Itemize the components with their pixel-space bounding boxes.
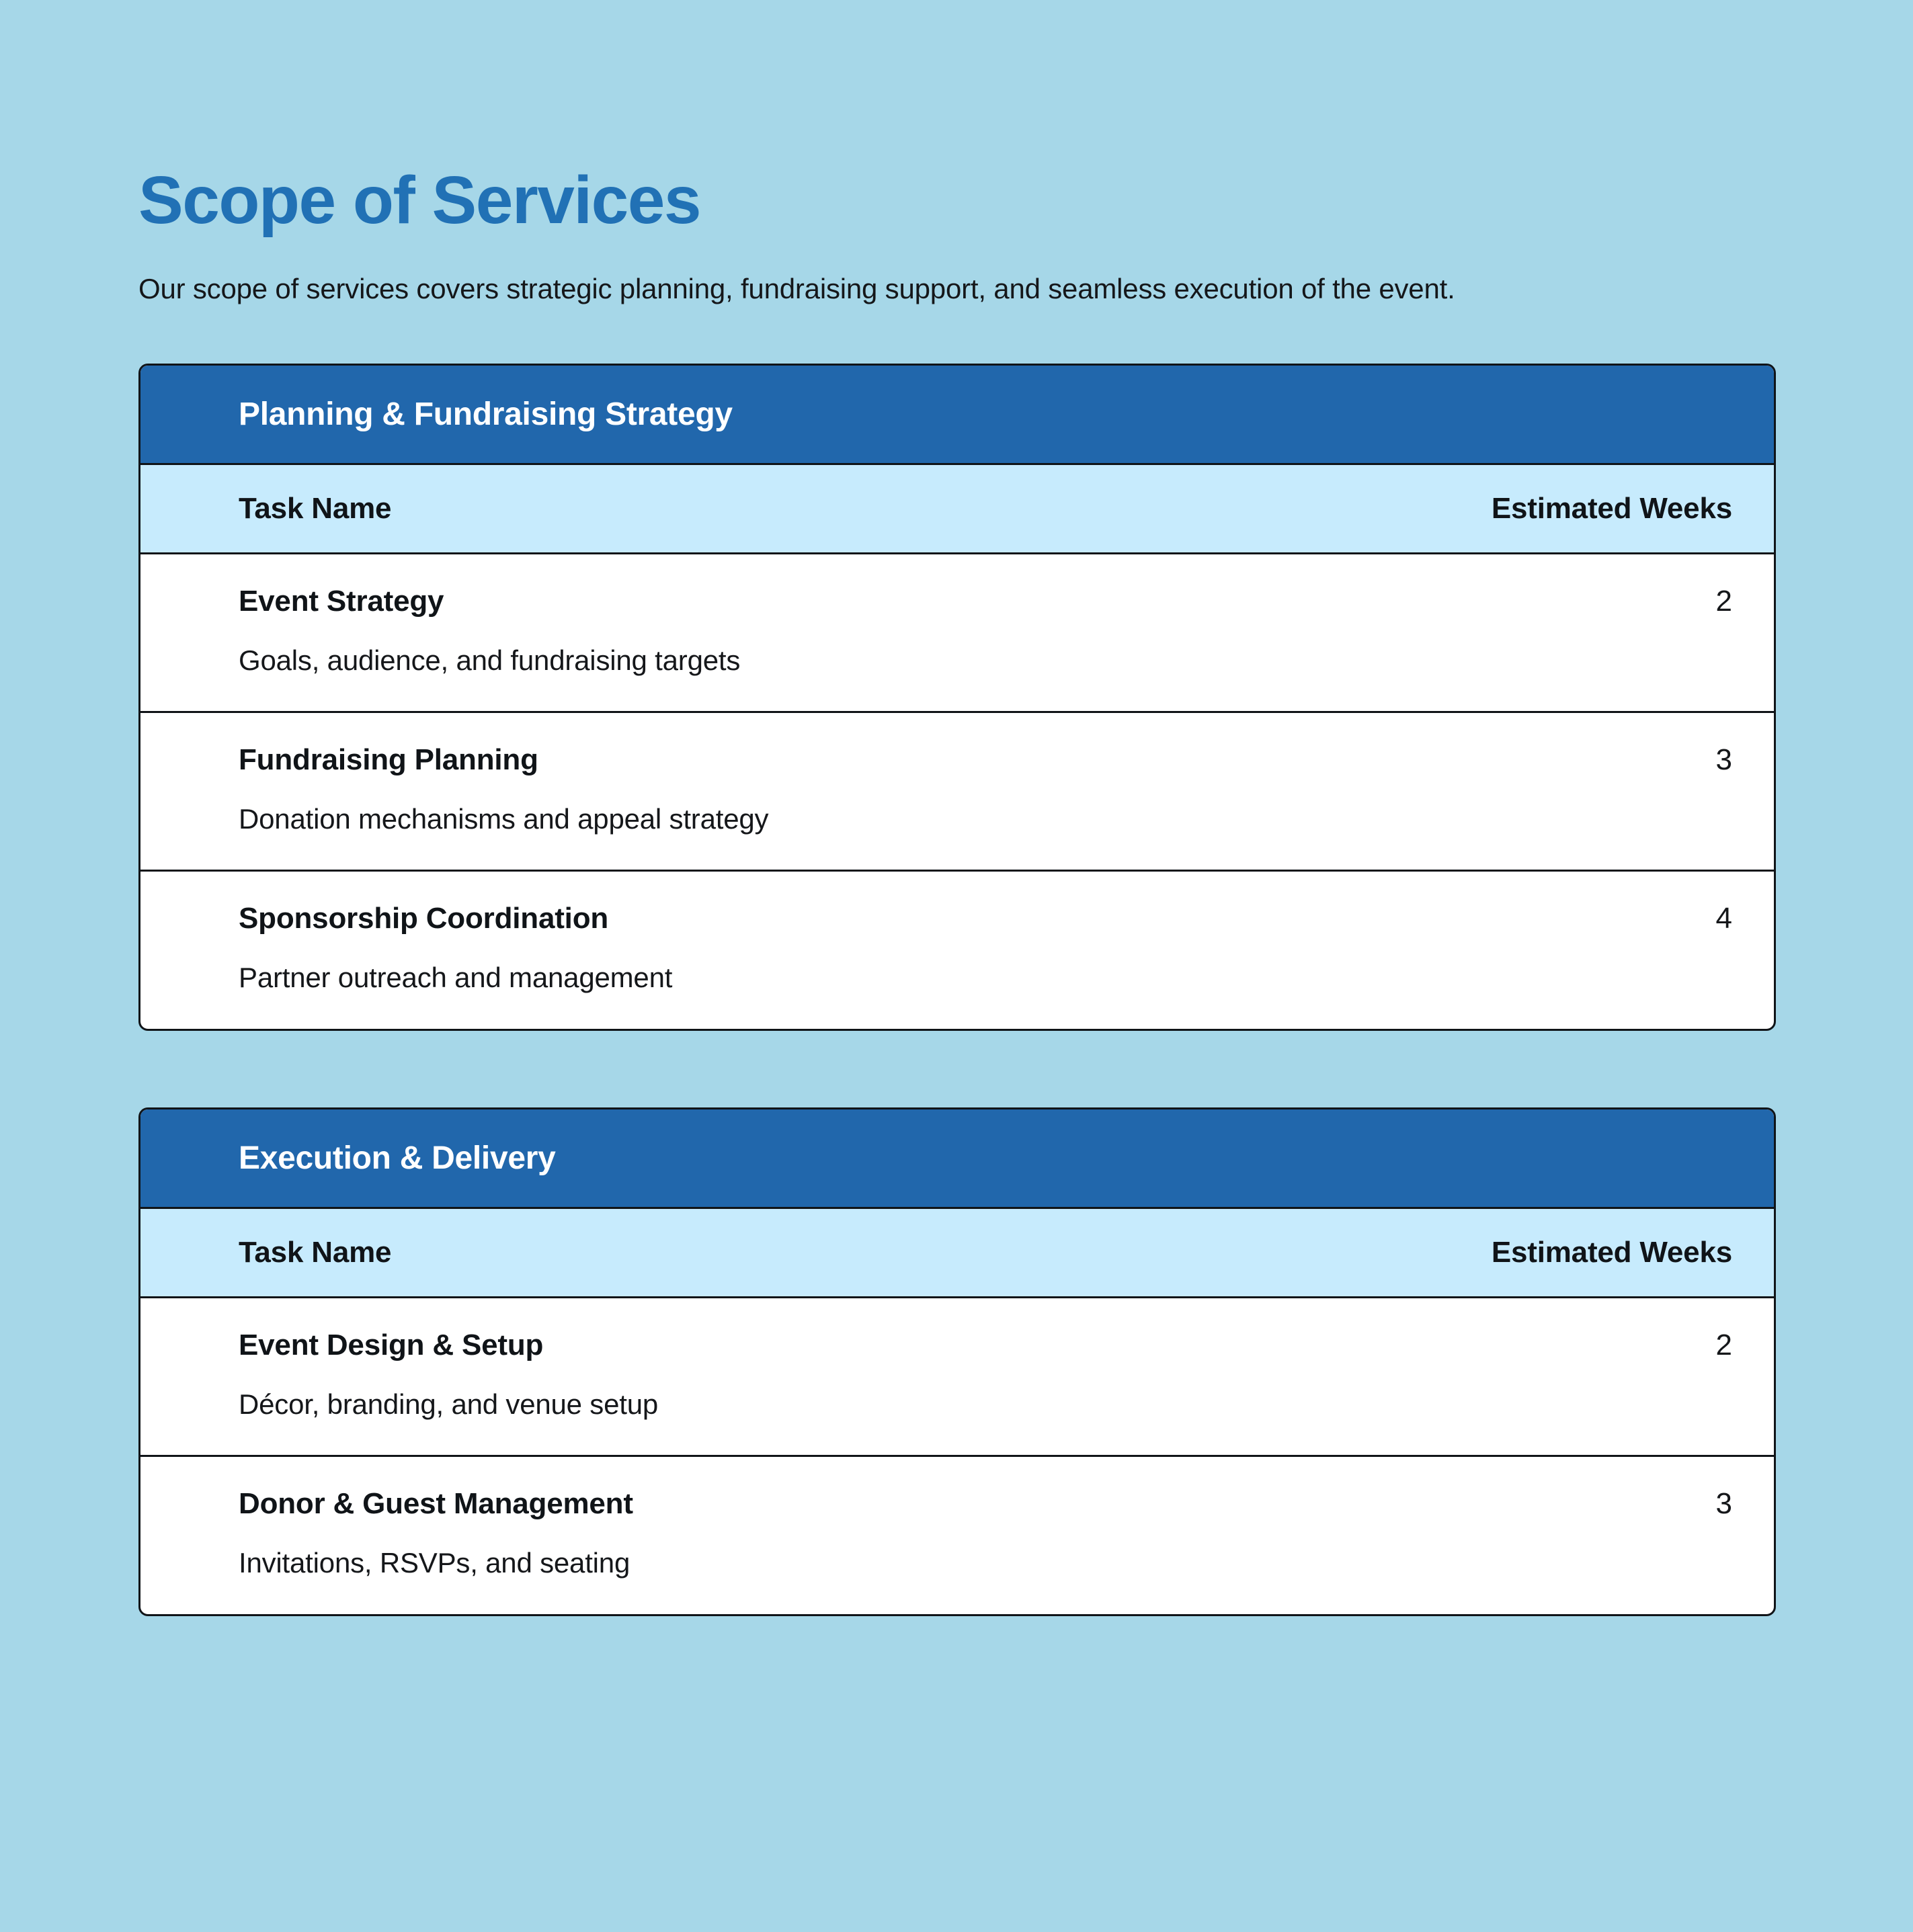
cell-task — [140, 871, 1356, 1029]
task-name: Donor & Guest Management — [239, 1487, 633, 1521]
tasks-table — [140, 1209, 1774, 1613]
page-title: Scope of Services — [138, 163, 701, 238]
task-name: Sponsorship Coordination — [239, 902, 609, 935]
task-description: Invitations, RSVPs, and seating — [239, 1547, 630, 1579]
table-header — [140, 465, 1774, 554]
column-header-task-name: Task Name — [140, 465, 1356, 554]
section-heading: Planning & Fundraising Strategy — [140, 366, 1774, 466]
table-row — [140, 871, 1774, 1029]
column-header-estimated-weeks: Estimated Weeks — [1356, 1209, 1774, 1298]
tasks-table — [140, 465, 1774, 1029]
page-subtitle: Our scope of services covers strategic planning, fundraising support, and seamless execution of the event. — [138, 273, 1455, 304]
task-description: Partner outreach and management — [239, 962, 673, 994]
table-header-row — [140, 1209, 1774, 1298]
cell-task — [140, 1456, 1356, 1614]
cell-estimated-weeks: 3 — [1715, 1487, 1732, 1521]
task-description: Goals, audience, and fundraising targets — [239, 644, 741, 676]
task-name: Fundraising Planning — [239, 743, 538, 777]
table-body — [140, 554, 1774, 1029]
table-body — [140, 1298, 1774, 1614]
cell-task — [140, 1298, 1356, 1456]
cell-estimated-weeks: 2 — [1715, 585, 1732, 618]
table-header-row — [140, 465, 1774, 554]
cell-task — [140, 554, 1356, 712]
table-row — [140, 554, 1774, 712]
section-heading: Execution & Delivery — [140, 1109, 1774, 1210]
cell-estimated-weeks: 4 — [1715, 902, 1732, 935]
table-row — [140, 1456, 1774, 1614]
cell-estimated-weeks: 2 — [1715, 1329, 1732, 1362]
task-description: Donation mechanisms and appeal strategy — [239, 803, 769, 835]
task-name: Event Strategy — [239, 585, 444, 618]
cell-task — [140, 712, 1356, 871]
task-name: Event Design & Setup — [239, 1329, 544, 1362]
task-description: Décor, branding, and venue setup — [239, 1388, 659, 1421]
column-header-estimated-weeks: Estimated Weeks — [1356, 465, 1774, 554]
table-header — [140, 1209, 1774, 1298]
table-row — [140, 1298, 1774, 1456]
cell-estimated-weeks: 3 — [1715, 743, 1732, 777]
section-card-planning-fundraising-strategy — [138, 364, 1776, 1031]
column-header-task-name: Task Name — [140, 1209, 1356, 1298]
section-card-execution-delivery — [138, 1107, 1776, 1616]
table-row — [140, 712, 1774, 871]
